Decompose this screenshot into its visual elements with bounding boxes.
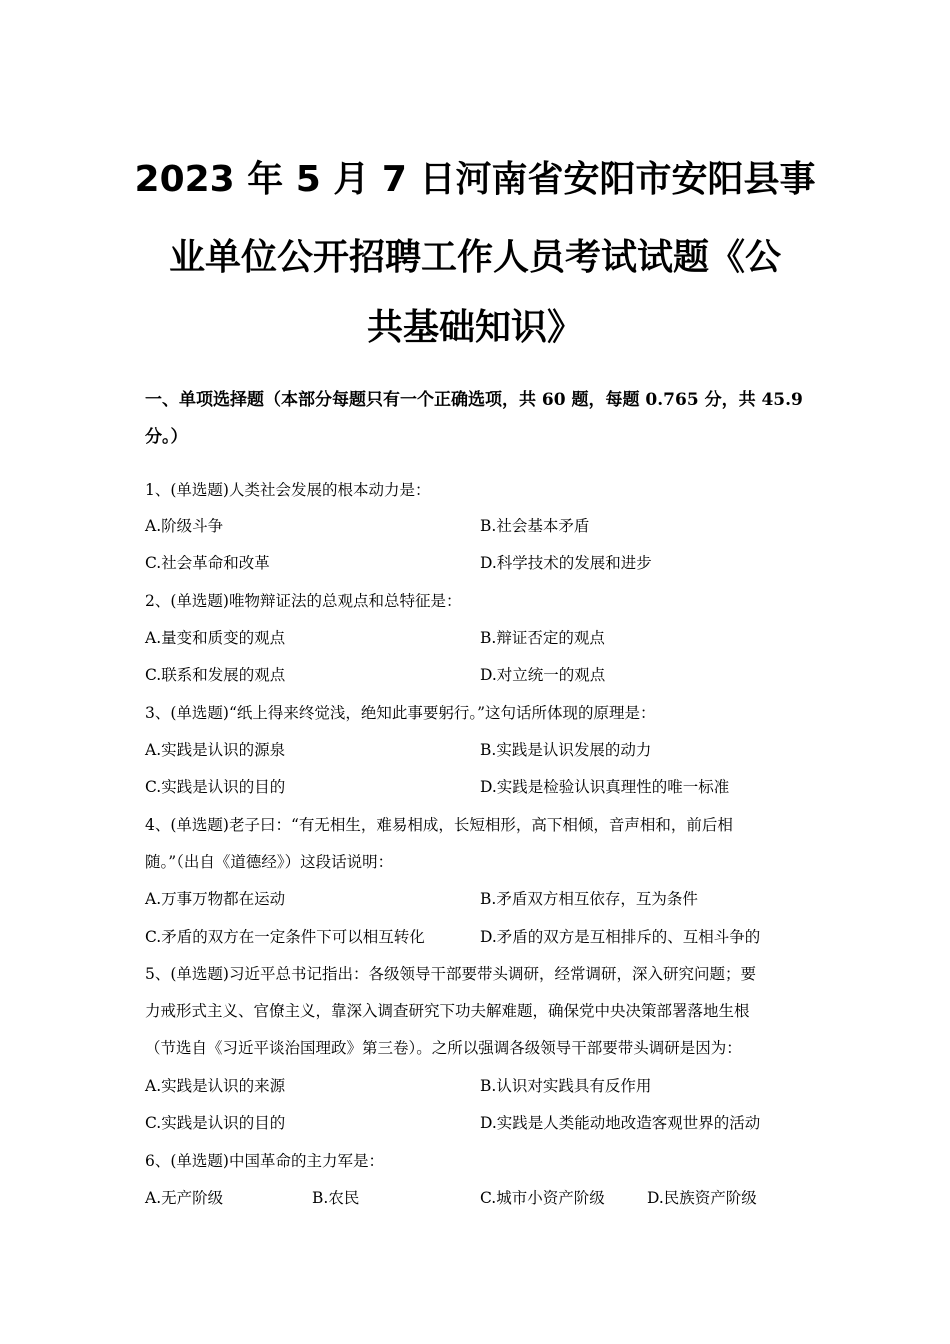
question-5-option-b: B.认识对实践具有反作用 — [480, 1077, 652, 1095]
question-2-option-c: C.联系和发展的观点 — [145, 666, 286, 684]
question-4-option-a: A.万事万物都在运动 — [145, 890, 286, 908]
document-title-line-3: 共基础知识》 — [366, 307, 583, 348]
question-4-option-d: D.矛盾的双方是互相排斥的、互相斗争的 — [480, 928, 761, 946]
question-1-option-b: B.社会基本矛盾 — [480, 517, 590, 535]
question-6-option-d: D.民族资产阶级 — [647, 1189, 757, 1207]
question-6-option-b: B.农民 — [312, 1189, 360, 1207]
question-4-stem-line-2: 随。”（出自《道德经》）这段话说明： — [145, 853, 394, 871]
question-6-option-c: C.城市小资产阶级 — [480, 1189, 605, 1207]
question-2-stem: 2、(单选题)唯物辩证法的总观点和总特征是： — [145, 592, 462, 610]
document-title-line-2: 业单位公开招聘工作人员考试试题《公 — [168, 237, 781, 278]
question-2-option-d: D.对立统一的观点 — [480, 666, 606, 684]
question-3-stem: 3、(单选题)“纸上得来终觉浅，绝知此事要躬行。”这句话所体现的原理是： — [145, 704, 656, 722]
question-2-option-b: B.辩证否定的观点 — [480, 629, 605, 647]
question-3-option-d: D.实践是检验认识真理性的唯一标准 — [480, 778, 730, 796]
question-1-option-d: D.科学技术的发展和进步 — [480, 554, 652, 572]
question-5-option-d: D.实践是人类能动地改造客观世界的活动 — [480, 1114, 761, 1132]
section-heading: 一、单项选择题（本部分每题只有一个正确选项，共 60 题，每题 0.765 分，共 45.9 分。） — [145, 390, 803, 447]
question-1-stem: 1、(单选题)人类社会发展的根本动力是： — [145, 481, 431, 499]
question-5-stem-line-3: （节选自《习近平谈治国理政》第三卷）。之所以强调各级领导干部要带头调研是因为： — [145, 1039, 742, 1057]
question-1-option-c: C.社会革命和改革 — [145, 554, 270, 572]
question-5-option-c: C.实践是认识的目的 — [145, 1114, 286, 1132]
question-4-option-b: B.矛盾双方相互依存，互为条件 — [480, 890, 698, 908]
question-5-option-a: A.实践是认识的来源 — [145, 1077, 286, 1095]
question-3-option-c: C.实践是认识的目的 — [145, 778, 286, 796]
question-6-stem: 6、(单选题)中国革命的主力军是： — [145, 1152, 384, 1170]
question-5-stem-line-2: 力戒形式主义、官僚主义，靠深入调查研究下功夫解难题，确保党中央决策部署落地生根 — [145, 1002, 750, 1020]
question-3-option-b: B.实践是认识发展的动力 — [480, 741, 652, 759]
question-6-option-a: A.无产阶级 — [145, 1189, 224, 1207]
question-4-option-c: C.矛盾的双方在一定条件下可以相互转化 — [145, 928, 425, 946]
question-4-stem-line-1: 4、(单选题)老子曰：“有无相生，难易相成，长短相形，高下相倾，音声相和，前后相 — [145, 816, 733, 834]
question-5-stem-line-1: 5、(单选题)习近平总书记指出：各级领导干部要带头调研，经常调研，深入研究问题；要 — [145, 965, 756, 983]
question-2-option-a: A.量变和质变的观点 — [145, 629, 286, 647]
question-3-option-a: A.实践是认识的源泉 — [145, 741, 286, 759]
document-title-line-1: 2023 年 5 月 7 日河南省安阳市安阳县事 — [134, 159, 816, 200]
question-1-option-a: A.阶级斗争 — [145, 517, 224, 535]
